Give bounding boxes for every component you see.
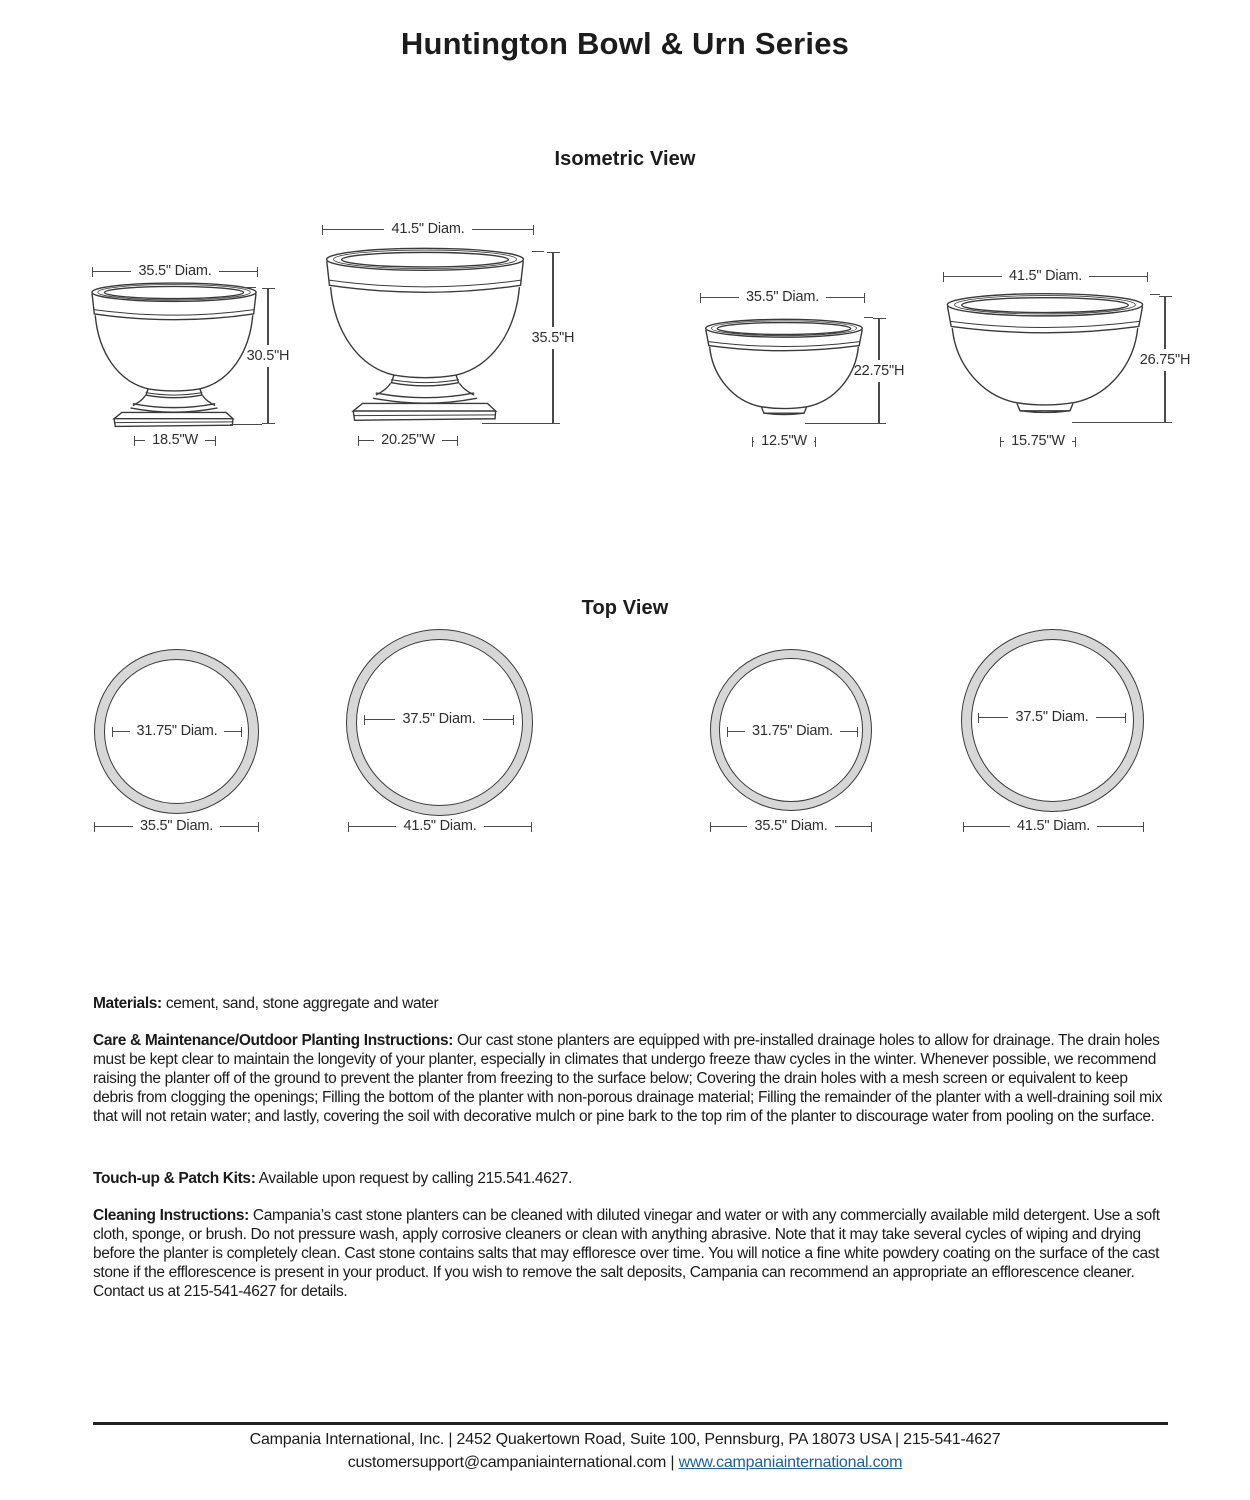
urn-large-width-dimension [358,433,458,448]
dim-line [220,826,258,827]
touchup-paragraph [93,1169,1169,1188]
dim-line [472,229,533,230]
dim-label: 41.5" Diam. [1016,817,1091,834]
ring-3-inner-diameter-dimension [727,724,858,739]
dim-tick [258,822,259,832]
isometric-view-heading: Isometric View [554,148,696,170]
dim-line [840,731,857,732]
dim-tick [871,822,872,832]
dim-line [483,719,513,720]
ring-4-outer-diameter-dimension [963,819,1144,834]
dim-label: 41.5" Diam. [1008,267,1083,284]
cleaning-text: Campania’s cast stone planters can be cleaned with diluted vinegar and water or with any commercially available mild detergent. Use a soft cloth, sponge, or brush. Do not pressure wash, apply corrosive cleaners or clean with anything abrasive. Note that it may take several cycles of wiping and drying before the planter is completely clean. Cast stone contains salts that may effloresce over time. You will notice a fine white powdery coating on the surface of the cast stone if the efflorescence is present in your product. If you wish to remove the salt deposits, Campania can recommend an appropriate an efflorescence cleaner. Contact us at 215-541-4627 for details. [93,1207,1160,1300]
dim-tick [1125,713,1126,723]
bowl-large-diameter-dimension [943,269,1148,284]
materials-paragraph [93,994,1169,1013]
dim-line [365,719,395,720]
connector-line [1072,422,1163,423]
dim-label: 18.5"W [152,431,198,448]
dim-tick [262,423,275,424]
dim-line [552,349,553,423]
urn-outline [327,248,524,420]
dim-line [349,826,396,827]
dim-tick [1147,272,1148,282]
dim-line [1096,717,1125,718]
footer-divider [93,1422,1168,1425]
dim-line [1164,297,1165,348]
bowl-large-height-dimension [1141,296,1189,423]
dim-line [1089,276,1147,277]
website-link[interactable]: www.campaniainternational.com [678,1454,903,1471]
dim-line [711,826,747,827]
dim-label: 31.75" Diam. [752,722,833,739]
dim-line [205,440,215,441]
urn-large-height-dimension [530,252,576,424]
ring-2-outer-diameter-dimension [348,819,532,834]
dim-line [878,382,879,423]
dim-line [728,731,745,732]
dim-line [135,440,145,441]
dim-label: 41.5" Diam. [391,220,465,237]
dim-label: 31.75" Diam. [136,722,218,739]
bowl-small-diameter-dimension [700,290,865,305]
touchup-label: Touch-up & Patch Kits: [93,1170,256,1187]
dim-label: 35.5" Diam. [138,262,212,279]
dim-tick [533,225,534,235]
ring-2-inner-diameter-dimension [364,712,514,727]
dim-tick [457,436,458,446]
bowl-large-drawing [944,292,1146,423]
dim-tick [513,715,514,725]
dim-label: 30.5"H [246,348,290,364]
materials-text: cement, sand, stone aggregate and water [161,995,439,1012]
dim-line [219,271,257,272]
connector-line [864,317,873,318]
dim-line [1097,826,1143,827]
dim-line [267,367,268,423]
dim-line [964,826,1010,827]
dim-tick [241,727,242,737]
urn-small-height-dimension [245,288,291,424]
dim-line [944,276,1002,277]
dim-tick [857,727,858,737]
dim-line [442,440,457,441]
dim-line [979,717,1008,718]
dim-line [267,289,268,345]
connector-line [532,251,544,252]
dim-line [484,826,531,827]
care-paragraph [93,1031,1169,1126]
connector-line [805,423,877,424]
dim-tick [1075,437,1076,447]
urn-outline [92,283,256,426]
touchup-text: Available upon request by calling 215.541.4627. [255,1170,572,1187]
connector-line [482,423,548,424]
dim-line [701,297,739,298]
cleaning-label: Cleaning Instructions: [93,1207,249,1224]
dim-line [552,253,553,327]
footer-company-line: Campania International, Inc. | 2452 Quakertown Road, Suite 100, Pennsburg, PA 18073 USA | 215-541-4627 [249,1431,1001,1448]
page-title: Huntington Bowl & Urn Series [400,26,850,61]
dim-line [323,229,384,230]
dim-label: 35.5" Diam. [745,288,820,305]
dim-tick [257,267,258,277]
bowl-small-height-dimension [855,318,903,424]
footer-email: customersupport@campaniainternational.com [347,1454,667,1471]
bowl-outline [947,294,1142,413]
bowl-outline [706,319,863,414]
care-text: Our cast stone planters are equipped with pre-installed drainage holes to allow for drainage. The drain holes must be kept clear to maintain the longevity of your planter, especially in climates that undergo freeze thaw cycles in the winter. Whenever possible, we recommend raising the planter off of the ground to prevent the planter from freezing to the surface below; Covering the drain holes with a mesh screen or equivalent to keep debris from clogging the openings; Filling the bottom of the planter with non-porous drainage material; Filling the remainder of the planter with a well-draining soil mix that will not retain water; and lastly, covering the soil with decorative mulch or pine bark to the top rim of the planter to discourage water from pooling on the surface. [93,1032,1163,1125]
dim-tick [815,437,816,447]
dim-tick [547,423,560,424]
dim-label: 37.5" Diam. [402,710,476,727]
dim-line [1164,371,1165,422]
connector-line [243,287,256,288]
footer-separator: | [666,1454,679,1471]
dim-label: 35.5" Diam. [754,817,828,834]
dim-line [835,826,871,827]
urn-small-diameter-dimension [92,264,258,279]
dim-label: 15.75"W [1011,432,1065,449]
dim-label: 41.5" Diam. [403,817,477,834]
ring-1-outer-diameter-dimension [94,819,259,834]
dim-label: 12.5"W [761,432,807,449]
ring-4-inner-diameter-dimension [978,710,1126,725]
bowl-small-drawing [703,318,865,423]
urn-small-width-dimension [134,433,216,448]
top-view-heading: Top View [581,597,669,619]
cleaning-paragraph [93,1206,1169,1301]
urn-large-diameter-dimension [322,222,534,237]
footer-contact-line [0,1454,1250,1472]
dim-line [95,826,133,827]
ring-1-inner-diameter-dimension [112,724,242,739]
urn-small-drawing [89,281,259,428]
dim-tick [864,293,865,303]
dim-line [224,731,240,732]
dim-line [93,271,131,272]
connector-line [1150,294,1160,295]
dim-line [826,297,864,298]
dim-tick [1143,822,1144,832]
bowl-large-width-dimension [1000,434,1076,449]
connector-line [230,424,262,425]
care-label: Care & Maintenance/Outdoor Planting Instructions: [93,1032,454,1049]
dim-line [878,319,879,360]
bowl-small-width-dimension [752,434,816,449]
dim-tick [215,436,216,446]
dim-label: 26.75"H [1139,351,1191,368]
dim-line [113,731,129,732]
urn-large-drawing [323,246,527,422]
dim-tick [531,822,532,832]
materials-label: Materials: [93,995,162,1012]
ring-3-outer-diameter-dimension [710,819,872,834]
dim-label: 20.25"W [381,431,435,448]
dim-label: 37.5" Diam. [1015,708,1089,725]
dim-label: 22.75"H [853,363,905,379]
dim-line [359,440,374,441]
dim-label: 35.5" Diam. [139,817,214,834]
dim-label: 35.5"H [531,330,575,346]
